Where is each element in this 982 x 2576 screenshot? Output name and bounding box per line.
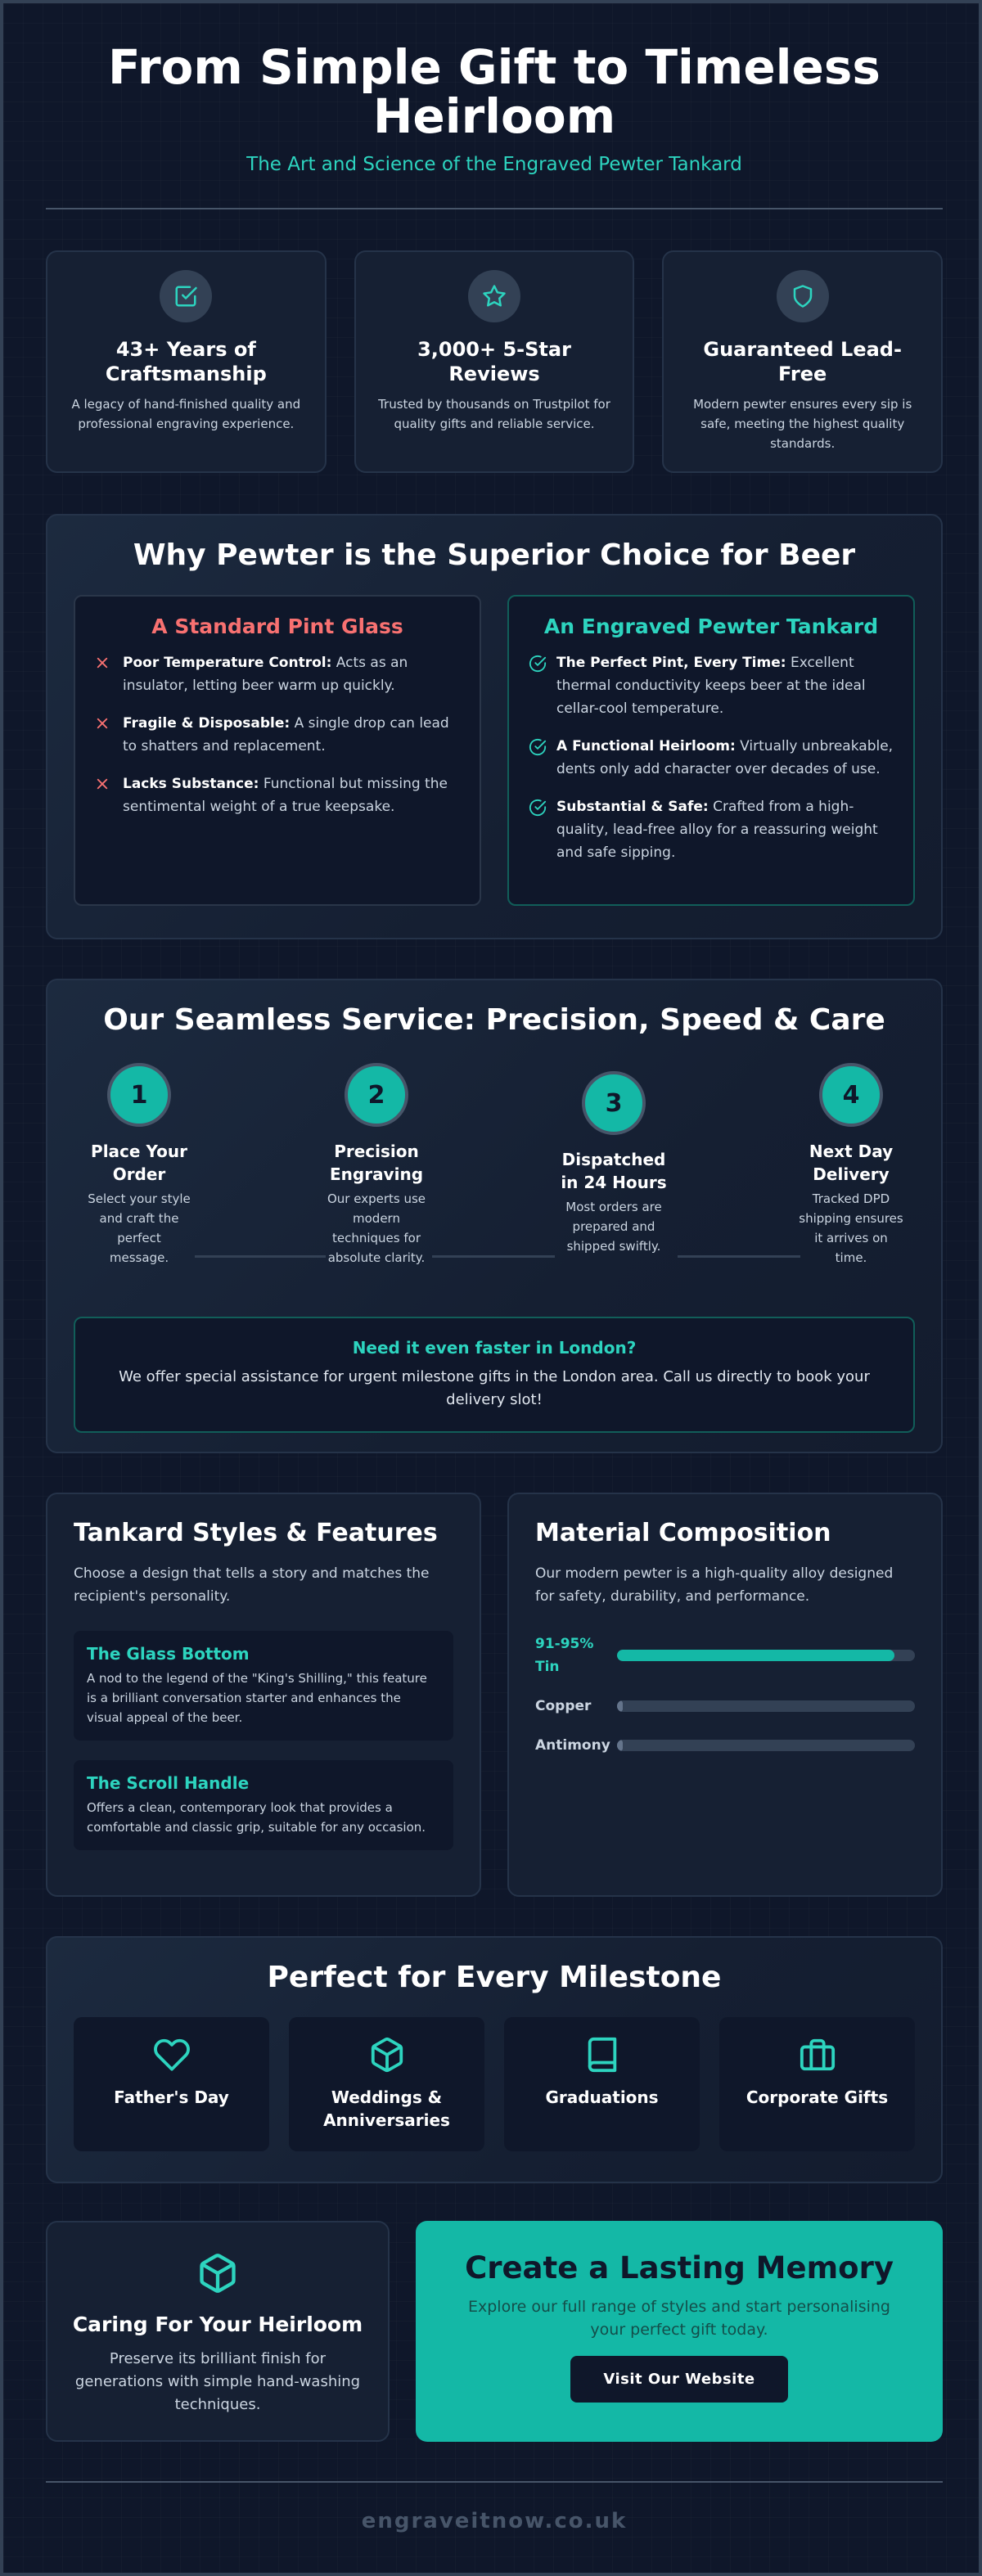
item-bold: The Perfect Pint, Every Time: xyxy=(556,655,786,671)
shield-icon xyxy=(777,270,829,322)
step-text: Our experts use modern techniques for absolute clarity. xyxy=(327,1191,426,1265)
item-bold: Fragile & Disposable: xyxy=(123,715,291,732)
footer-site-link[interactable]: engraveitnow.co.uk xyxy=(361,2509,628,2533)
milestone-label: Father's Day xyxy=(114,2087,229,2107)
bar-track xyxy=(617,1700,915,1712)
milestone-weddings xyxy=(289,2017,484,2151)
pint-glass-card xyxy=(74,595,481,906)
london-callout xyxy=(74,1317,915,1433)
bar-label: Copper xyxy=(535,1698,592,1714)
step-order xyxy=(74,1063,205,1268)
stat-title: Guaranteed Lead-Free xyxy=(703,338,902,385)
process-steps xyxy=(74,1063,915,1284)
stats-row xyxy=(46,250,943,473)
london-title: Need it even faster in London? xyxy=(352,1338,637,1358)
details-row xyxy=(46,1493,943,1897)
step-text: Tracked DPD shipping ensures it arrives on time. xyxy=(799,1191,903,1265)
step-number: 4 xyxy=(819,1063,883,1127)
bar-track xyxy=(617,1740,915,1751)
item-text: Crafted from a high-quality, lead-free alloy for a reassuring weight and safe sipping. xyxy=(556,799,878,861)
stat-title: 43+ Years of Craftsmanship xyxy=(105,338,267,385)
care-text: Preserve its brilliant finish for generations with simple hand-washing techniques. xyxy=(74,2350,361,2413)
page-subtitle: The Art and Science of the Engraved Pewter Tankard xyxy=(246,154,742,175)
bar-label: Antimony xyxy=(535,1737,610,1754)
step-title: Precision Engraving xyxy=(329,1142,424,1184)
step-connector xyxy=(195,1255,326,1258)
pewter-tankard-card xyxy=(507,595,915,906)
feature-title: The Glass Bottom xyxy=(87,1644,250,1664)
material-bar-antimony xyxy=(535,1734,915,1757)
styles-card xyxy=(46,1493,481,1897)
milestone-corporate xyxy=(719,2017,915,2151)
step-delivery xyxy=(786,1063,917,1268)
pint-glass-heading: A Standard Pint Glass xyxy=(151,615,403,638)
cta-card xyxy=(416,2221,943,2442)
step-connector xyxy=(432,1255,555,1258)
feature-text: A nod to the legend of the "King's Shilling," this feature is a brilliant conversation starter and enhances the visual appeal of the beer. xyxy=(87,1671,427,1725)
step-title: Place Your Order xyxy=(91,1142,187,1184)
step-number: 3 xyxy=(582,1071,646,1135)
cta-title: Create a Lasting Memory xyxy=(465,2250,894,2286)
material-bar-tin xyxy=(535,1633,915,1678)
book-icon xyxy=(504,2035,700,2074)
comparison-title: Why Pewter is the Superior Choice for Beer xyxy=(133,538,856,572)
step-number: 1 xyxy=(107,1063,171,1127)
bar-track xyxy=(617,1650,915,1661)
footer-divider xyxy=(46,2481,943,2483)
care-title: Caring For Your Heirloom xyxy=(72,2313,363,2336)
stat-card-lead-free xyxy=(662,250,943,473)
milestone-label: Weddings & Anniversaries xyxy=(323,2087,450,2130)
step-text: Most orders are prepared and shipped swiftly. xyxy=(565,1200,662,1254)
london-text: We offer special assistance for urgent milestone gifts in the London area. Call us directly to book your delivery slot! xyxy=(119,1368,870,1408)
comparison-section xyxy=(46,514,943,939)
item-bold: A Functional Heirloom: xyxy=(556,738,736,754)
page-header xyxy=(46,39,943,175)
check-square-icon xyxy=(160,270,212,322)
check-circle-icon xyxy=(529,795,547,864)
pewter-tankard-heading: An Engraved Pewter Tankard xyxy=(543,615,879,638)
cross-icon xyxy=(95,772,113,818)
list-item xyxy=(529,795,894,864)
item-text: Virtually unbreakable, dents only add character over decades of use. xyxy=(556,738,894,777)
care-card xyxy=(46,2221,390,2442)
item-text: Acts as an insulator, letting beer warm up quickly. xyxy=(123,655,408,694)
box-icon xyxy=(289,2035,484,2074)
step-text: Select your style and craft the perfect message. xyxy=(88,1191,191,1265)
cta-text: Explore our full range of styles and start personalising your perfect gift today. xyxy=(467,2298,890,2339)
list-item xyxy=(529,651,894,720)
process-title: Our Seamless Service: Precision, Speed & Care xyxy=(103,1003,885,1037)
bar-fill xyxy=(617,1700,623,1712)
check-circle-icon xyxy=(529,651,547,720)
box-icon xyxy=(47,2252,388,2298)
stat-card-reviews xyxy=(354,250,635,473)
bar-fill xyxy=(617,1740,623,1751)
step-connector xyxy=(678,1255,800,1258)
stat-text: A legacy of hand-finished quality and professional engraving experience. xyxy=(71,397,301,431)
feature-text: Offers a clean, contemporary look that provides a comfortable and classic grip, suitable for any occasion. xyxy=(87,1800,426,1835)
item-text: A single drop can lead to shatters and replacement. xyxy=(123,715,449,754)
page-title: From Simple Gift to Timeless Heirloom xyxy=(108,39,881,144)
feature-title: The Scroll Handle xyxy=(87,1773,250,1793)
feature-scroll-handle xyxy=(74,1760,453,1850)
stat-text: Modern pewter ensures every sip is safe, meeting the highest quality standards. xyxy=(693,397,912,451)
item-bold: Poor Temperature Control: xyxy=(123,655,332,671)
list-item xyxy=(95,772,460,818)
item-bold: Substantial & Safe: xyxy=(556,799,709,815)
styles-intro: Choose a design that tells a story and matches the recipient's personality. xyxy=(74,1565,430,1605)
briefcase-icon xyxy=(719,2035,915,2074)
step-engraving xyxy=(311,1063,442,1268)
step-title: Dispatched in 24 Hours xyxy=(561,1150,667,1192)
stat-title: 3,000+ 5-Star Reviews xyxy=(417,338,571,385)
star-icon xyxy=(468,270,520,322)
bottom-row xyxy=(46,2221,943,2442)
item-text: Functional but missing the sentimental weight of a true keepsake. xyxy=(123,776,448,815)
item-bold: Lacks Substance: xyxy=(123,776,259,792)
item-text: Excellent thermal conductivity keeps beer at the ideal cellar-cool temperature. xyxy=(556,655,866,717)
cross-icon xyxy=(95,651,113,697)
list-item xyxy=(529,735,894,781)
material-title: Material Composition xyxy=(535,1519,831,1547)
heart-icon xyxy=(74,2035,269,2074)
styles-title: Tankard Styles & Features xyxy=(74,1519,438,1547)
step-title: Next Day Delivery xyxy=(809,1142,894,1184)
material-card xyxy=(507,1493,943,1897)
visit-website-button[interactable]: Visit Our Website xyxy=(570,2356,787,2403)
stat-card-craftsmanship xyxy=(46,250,327,473)
cross-icon xyxy=(95,712,113,758)
milestone-label: Corporate Gifts xyxy=(746,2087,889,2107)
milestone-graduations xyxy=(504,2017,700,2151)
check-circle-icon xyxy=(529,735,547,781)
material-bar-copper xyxy=(535,1695,915,1718)
header-divider xyxy=(46,208,943,209)
list-item xyxy=(95,651,460,697)
milestones-title: Perfect for Every Milestone xyxy=(267,1961,722,1994)
milestone-fathers-day xyxy=(74,2017,269,2151)
step-dispatch xyxy=(548,1071,679,1256)
step-number: 2 xyxy=(345,1063,408,1127)
material-intro: Our modern pewter is a high-quality alloy designed for safety, durability, and performance. xyxy=(535,1565,894,1605)
milestones-section xyxy=(46,1936,943,2183)
stat-text: Trusted by thousands on Trustpilot for quality gifts and reliable service. xyxy=(378,397,610,431)
feature-glass-bottom xyxy=(74,1631,453,1741)
process-section xyxy=(46,979,943,1453)
list-item xyxy=(95,712,460,758)
milestone-label: Graduations xyxy=(545,2087,659,2107)
bar-fill xyxy=(617,1650,894,1661)
bar-label: 91-95% Tin xyxy=(535,1636,594,1675)
